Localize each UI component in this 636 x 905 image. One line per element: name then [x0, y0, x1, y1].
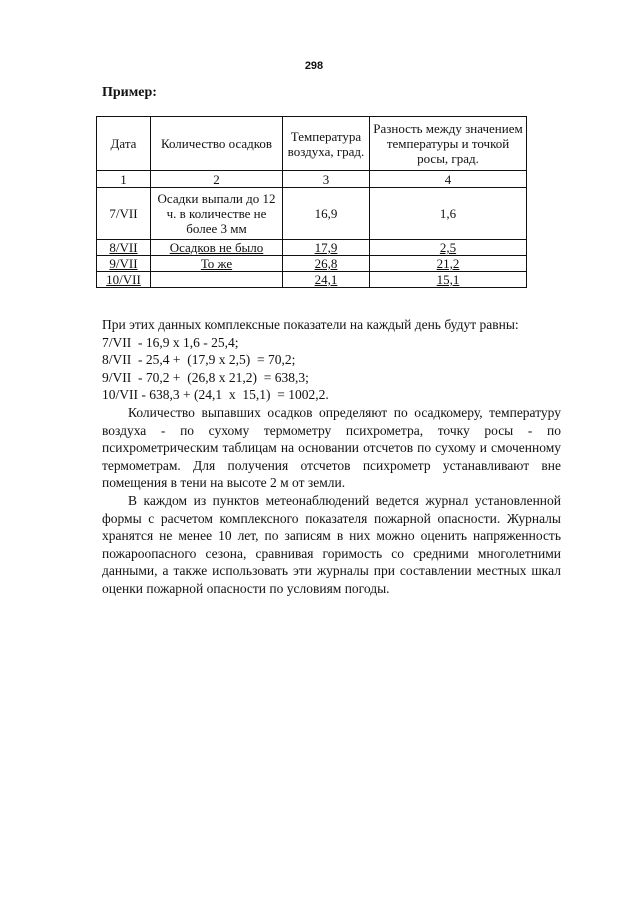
cell-precipitation: Осадков не было	[151, 240, 283, 256]
paragraph-measurement-method: Количество выпавших осадков определяют по осадкомеру, температуру воздуха - по сухому термометру психрометра, точку росы - по психрометрическим таблицам на основании отсчетов по сухому и смоченному термометрам. Для получения отсчетов психрометр устанавливают вне помещения в тени на высоте 2 м от земли.	[102, 404, 561, 491]
calculation-line: 7/VII - 16,9 x 1,6 - 25,4;	[102, 334, 239, 350]
weather-data-table	[96, 116, 527, 288]
cell-dewpoint-difference: 15,1	[370, 272, 527, 288]
intro-line: При этих данных комплексные показатели на каждый день будут равны:	[102, 317, 519, 332]
cell-dewpoint-difference: 21,2	[370, 256, 527, 272]
cell-precipitation: Осадки выпали до 12 ч. в количестве не более 3 мм	[151, 188, 283, 240]
column-number: 4	[370, 171, 527, 188]
column-number: 3	[283, 171, 370, 188]
paragraph-observation-journal: В каждом из пунктов метеонаблюдений ведется журнал установленной формы с расчетом комплексного показателя пожарной опасности. Журналы хранятся не менее 10 лет, по записям в них можно оценить напряженность пожароопасного сезона, сравнивая горимость со средними многолетними данными, а также использовать эти журналы при составлении местных шкал оценки пожарной опасности по условиям погоды.	[102, 492, 561, 596]
table-row	[97, 256, 527, 272]
cell-dewpoint-difference: 2,5	[370, 240, 527, 256]
calculation-block	[102, 316, 561, 598]
cell-air-temperature: 24,1	[283, 272, 370, 288]
cell-air-temperature: 26,8	[283, 256, 370, 272]
cell-date: 9/VII	[97, 256, 151, 272]
table-column-number-row	[97, 171, 527, 188]
header-precipitation: Количество осадков	[151, 117, 283, 171]
cell-dewpoint-difference: 1,6	[370, 188, 527, 240]
cell-precipitation: То же	[151, 256, 283, 272]
cell-date: 10/VII	[97, 272, 151, 288]
cell-air-temperature: 16,9	[283, 188, 370, 240]
table-row	[97, 240, 527, 256]
header-air-temperature: Температура воздуха, град.	[283, 117, 370, 171]
cell-air-temperature: 17,9	[283, 240, 370, 256]
table-row	[97, 272, 527, 288]
cell-precipitation	[151, 272, 283, 288]
calculation-line: 10/VII - 638,3 + (24,1 x 15,1) = 1002,2.	[102, 387, 329, 403]
page-number: 298	[304, 60, 324, 72]
table-row	[97, 188, 527, 240]
cell-date: 8/VII	[97, 240, 151, 256]
table-header-row	[97, 117, 527, 171]
calculation-line: 9/VII - 70,2 + (26,8 x 21,2) = 638,3;	[102, 369, 309, 385]
example-label: Пример:	[102, 85, 157, 100]
header-date: Дата	[97, 117, 151, 171]
column-number: 1	[97, 171, 151, 188]
header-dewpoint-difference: Разность между значением температуры и точкой росы, град.	[370, 117, 527, 171]
cell-date: 7/VII	[97, 188, 151, 240]
column-number: 2	[151, 171, 283, 188]
calculation-line: 8/VII - 25,4 + (17,9 x 2,5) = 70,2;	[102, 352, 296, 368]
